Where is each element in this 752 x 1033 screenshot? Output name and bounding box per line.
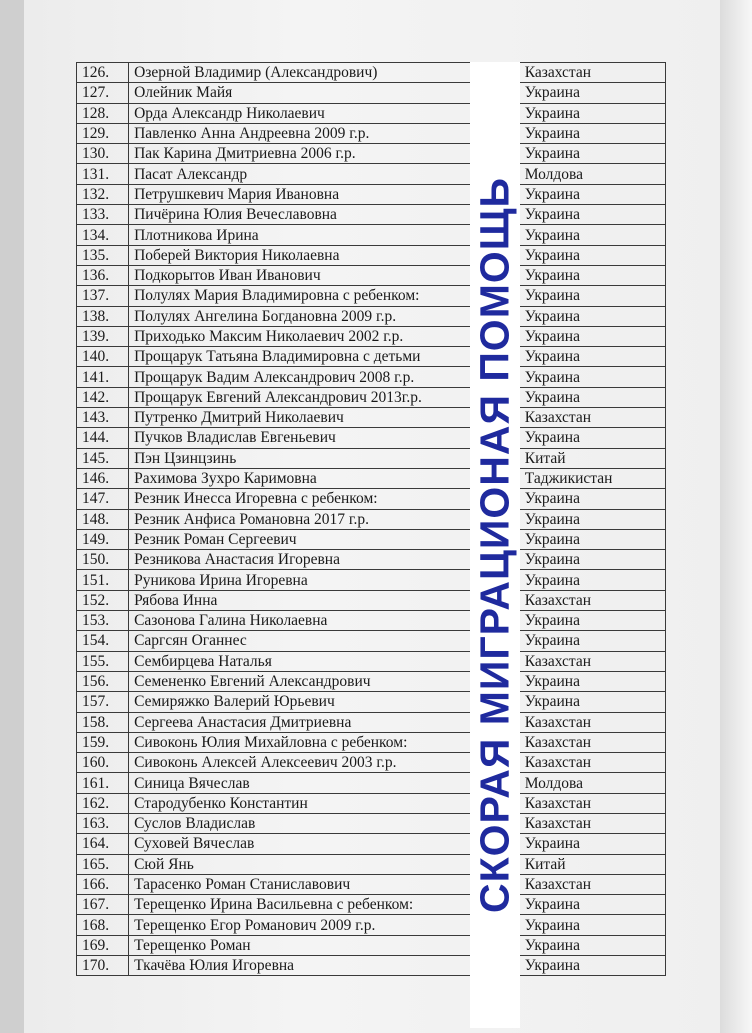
table-row — [77, 489, 666, 509]
person-name: Прощарук Вадим Александрович 2008 г.р. — [129, 367, 520, 387]
row-number: 151. — [77, 570, 129, 590]
row-number: 134. — [77, 225, 129, 245]
row-number: 141. — [77, 367, 129, 387]
row-number: 166. — [77, 874, 129, 894]
country-name: Казахстан — [519, 408, 665, 428]
row-number: 167. — [77, 895, 129, 915]
table-row — [77, 326, 666, 346]
person-name: Подкорытов Иван Иванович — [129, 265, 520, 285]
table-row — [77, 225, 666, 245]
person-name: Пичёрина Юлия Вечеславовна — [129, 205, 520, 225]
person-name: Озерной Владимир (Александрович) — [129, 63, 520, 83]
table-row — [77, 63, 666, 83]
country-name: Украина — [519, 184, 665, 204]
table-row — [77, 265, 666, 285]
row-number: 137. — [77, 286, 129, 306]
table-row — [77, 468, 666, 488]
country-name: Казахстан — [519, 732, 665, 752]
country-name: Украина — [519, 367, 665, 387]
roster-table-body — [77, 63, 666, 976]
row-number: 138. — [77, 306, 129, 326]
table-row — [77, 854, 666, 874]
row-number: 158. — [77, 712, 129, 732]
country-name: Молдова — [519, 773, 665, 793]
person-name: Резник Роман Сергеевич — [129, 529, 520, 549]
person-name: Путренко Дмитрий Николаевич — [129, 408, 520, 428]
country-name: Украина — [519, 123, 665, 143]
row-number: 150. — [77, 550, 129, 570]
country-name: Украина — [519, 286, 665, 306]
person-name: Саргсян Оганнес — [129, 631, 520, 651]
table-row — [77, 874, 666, 894]
table-row — [77, 671, 666, 691]
row-number: 145. — [77, 448, 129, 468]
table-row — [77, 956, 666, 976]
row-number: 126. — [77, 63, 129, 83]
country-name: Украина — [519, 834, 665, 854]
person-name: Семиряжко Валерий Юрьевич — [129, 692, 520, 712]
country-name: Украина — [519, 326, 665, 346]
country-name: Украина — [519, 631, 665, 651]
table-row — [77, 611, 666, 631]
country-name: Украина — [519, 347, 665, 367]
table-row — [77, 387, 666, 407]
row-number: 159. — [77, 732, 129, 752]
table-row — [77, 550, 666, 570]
person-name: Плотникова Ирина — [129, 225, 520, 245]
country-name: Украина — [519, 956, 665, 976]
row-number: 129. — [77, 123, 129, 143]
table-row — [77, 631, 666, 651]
row-number: 144. — [77, 428, 129, 448]
person-name: Стародубенко Константин — [129, 793, 520, 813]
country-name: Украина — [519, 144, 665, 164]
person-name: Полулях Ангелина Богдановна 2009 г.р. — [129, 306, 520, 326]
roster-table — [76, 62, 666, 976]
country-name: Украина — [519, 671, 665, 691]
person-name: Резникова Анастасия Игоревна — [129, 550, 520, 570]
row-number: 161. — [77, 773, 129, 793]
table-row — [77, 306, 666, 326]
row-number: 128. — [77, 103, 129, 123]
row-number: 154. — [77, 631, 129, 651]
row-number: 156. — [77, 671, 129, 691]
country-name: Украина — [519, 550, 665, 570]
country-name: Украина — [519, 489, 665, 509]
row-number: 127. — [77, 83, 129, 103]
person-name: Пак Карина Дмитриевна 2006 г.р. — [129, 144, 520, 164]
person-name: Рябова Инна — [129, 590, 520, 610]
row-number: 146. — [77, 468, 129, 488]
person-name: Терещенко Роман — [129, 935, 520, 955]
country-name: Украина — [519, 83, 665, 103]
row-number: 136. — [77, 265, 129, 285]
country-name: Казахстан — [519, 712, 665, 732]
table-row — [77, 529, 666, 549]
row-number: 131. — [77, 164, 129, 184]
table-row — [77, 692, 666, 712]
row-number: 143. — [77, 408, 129, 428]
country-name: Украина — [519, 387, 665, 407]
country-name: Украина — [519, 245, 665, 265]
table-row — [77, 712, 666, 732]
table-row — [77, 83, 666, 103]
table-row — [77, 834, 666, 854]
country-name: Украина — [519, 915, 665, 935]
person-name: Резник Анфиса Романовна 2017 г.р. — [129, 509, 520, 529]
country-name: Китай — [519, 854, 665, 874]
person-name: Ткачёва Юлия Игоревна — [129, 956, 520, 976]
person-name: Олейник Майя — [129, 83, 520, 103]
country-name: Казахстан — [519, 813, 665, 833]
country-name: Украина — [519, 692, 665, 712]
row-number: 170. — [77, 956, 129, 976]
person-name: Руникова Ирина Игоревна — [129, 570, 520, 590]
table-row — [77, 245, 666, 265]
person-name: Сазонова Галина Николаевна — [129, 611, 520, 631]
row-number: 140. — [77, 347, 129, 367]
person-name: Тарасенко Роман Станиславович — [129, 874, 520, 894]
country-name: Украина — [519, 306, 665, 326]
table-row — [77, 184, 666, 204]
country-name: Украина — [519, 509, 665, 529]
table-row — [77, 428, 666, 448]
row-number: 130. — [77, 144, 129, 164]
person-name: Сюй Янь — [129, 854, 520, 874]
country-name: Украина — [519, 428, 665, 448]
person-name: Пэн Цзинцзинь — [129, 448, 520, 468]
country-name: Украина — [519, 895, 665, 915]
table-row — [77, 590, 666, 610]
watermark-stamp-text: СКОРАЯ МИГРАЦИОНАЯ ПОМОЩЬ — [471, 177, 518, 913]
person-name: Павленко Анна Андреевна 2009 г.р. — [129, 123, 520, 143]
person-name: Приходько Максим Николаевич 2002 г.р. — [129, 326, 520, 346]
person-name: Поберей Виктория Николаевна — [129, 245, 520, 265]
row-number: 157. — [77, 692, 129, 712]
row-number: 133. — [77, 205, 129, 225]
country-name: Украина — [519, 570, 665, 590]
page-edge — [720, 0, 752, 1033]
country-name: Украина — [519, 529, 665, 549]
person-name: Рахимова Зухро Каримовна — [129, 468, 520, 488]
table-row — [77, 915, 666, 935]
table-row — [77, 123, 666, 143]
person-name: Суслов Владислав — [129, 813, 520, 833]
country-name: Украина — [519, 611, 665, 631]
person-name: Сивоконь Алексей Алексеевич 2003 г.р. — [129, 753, 520, 773]
table-row — [77, 651, 666, 671]
country-name: Украина — [519, 225, 665, 245]
country-name: Казахстан — [519, 874, 665, 894]
person-name: Резник Инесса Игоревна с ребенком: — [129, 489, 520, 509]
country-name: Украина — [519, 265, 665, 285]
country-name: Казахстан — [519, 651, 665, 671]
table-row — [77, 205, 666, 225]
row-number: 149. — [77, 529, 129, 549]
person-name: Прощарук Татьяна Владимировна с детьми — [129, 347, 520, 367]
country-name: Украина — [519, 935, 665, 955]
table-row — [77, 935, 666, 955]
country-name: Молдова — [519, 164, 665, 184]
person-name: Сергеева Анастасия Дмитриевна — [129, 712, 520, 732]
person-name: Суховей Вячеслав — [129, 834, 520, 854]
person-name: Синица Вячеслав — [129, 773, 520, 793]
row-number: 162. — [77, 793, 129, 813]
row-number: 169. — [77, 935, 129, 955]
row-number: 148. — [77, 509, 129, 529]
row-number: 147. — [77, 489, 129, 509]
country-name: Казахстан — [519, 753, 665, 773]
table-row — [77, 813, 666, 833]
person-name: Терещенко Ирина Васильевна с ребенком: — [129, 895, 520, 915]
person-name: Прощарук Евгений Александрович 2013г.р. — [129, 387, 520, 407]
person-name: Полулях Мария Владимировна с ребенком: — [129, 286, 520, 306]
person-name: Орда Александр Николаевич — [129, 103, 520, 123]
table-row — [77, 367, 666, 387]
table-row — [77, 753, 666, 773]
table-row — [77, 773, 666, 793]
country-name: Казахстан — [519, 793, 665, 813]
table-row — [77, 164, 666, 184]
country-name: Казахстан — [519, 63, 665, 83]
row-number: 132. — [77, 184, 129, 204]
person-name: Петрушкевич Мария Ивановна — [129, 184, 520, 204]
person-name: Пасат Александр — [129, 164, 520, 184]
country-name: Казахстан — [519, 590, 665, 610]
row-number: 139. — [77, 326, 129, 346]
person-name: Сивоконь Юлия Михайловна с ребенком: — [129, 732, 520, 752]
table-row — [77, 347, 666, 367]
person-name: Терещенко Егор Романович 2009 г.р. — [129, 915, 520, 935]
country-name: Китай — [519, 448, 665, 468]
person-name: Семененко Евгений Александрович — [129, 671, 520, 691]
table-row — [77, 144, 666, 164]
row-number: 168. — [77, 915, 129, 935]
table-row — [77, 570, 666, 590]
table-row — [77, 448, 666, 468]
table-row — [77, 793, 666, 813]
table-row — [77, 732, 666, 752]
row-number: 164. — [77, 834, 129, 854]
table-row — [77, 408, 666, 428]
person-name: Сембирцева Наталья — [129, 651, 520, 671]
row-number: 152. — [77, 590, 129, 610]
row-number: 142. — [77, 387, 129, 407]
country-name: Украина — [519, 205, 665, 225]
row-number: 165. — [77, 854, 129, 874]
row-number: 153. — [77, 611, 129, 631]
row-number: 135. — [77, 245, 129, 265]
person-name: Пучков Владислав Евгеньевич — [129, 428, 520, 448]
row-number: 155. — [77, 651, 129, 671]
country-name: Таджикистан — [519, 468, 665, 488]
row-number: 160. — [77, 753, 129, 773]
table-row — [77, 895, 666, 915]
row-number: 163. — [77, 813, 129, 833]
country-name: Украина — [519, 103, 665, 123]
table-row — [77, 509, 666, 529]
table-row — [77, 103, 666, 123]
table-row — [77, 286, 666, 306]
